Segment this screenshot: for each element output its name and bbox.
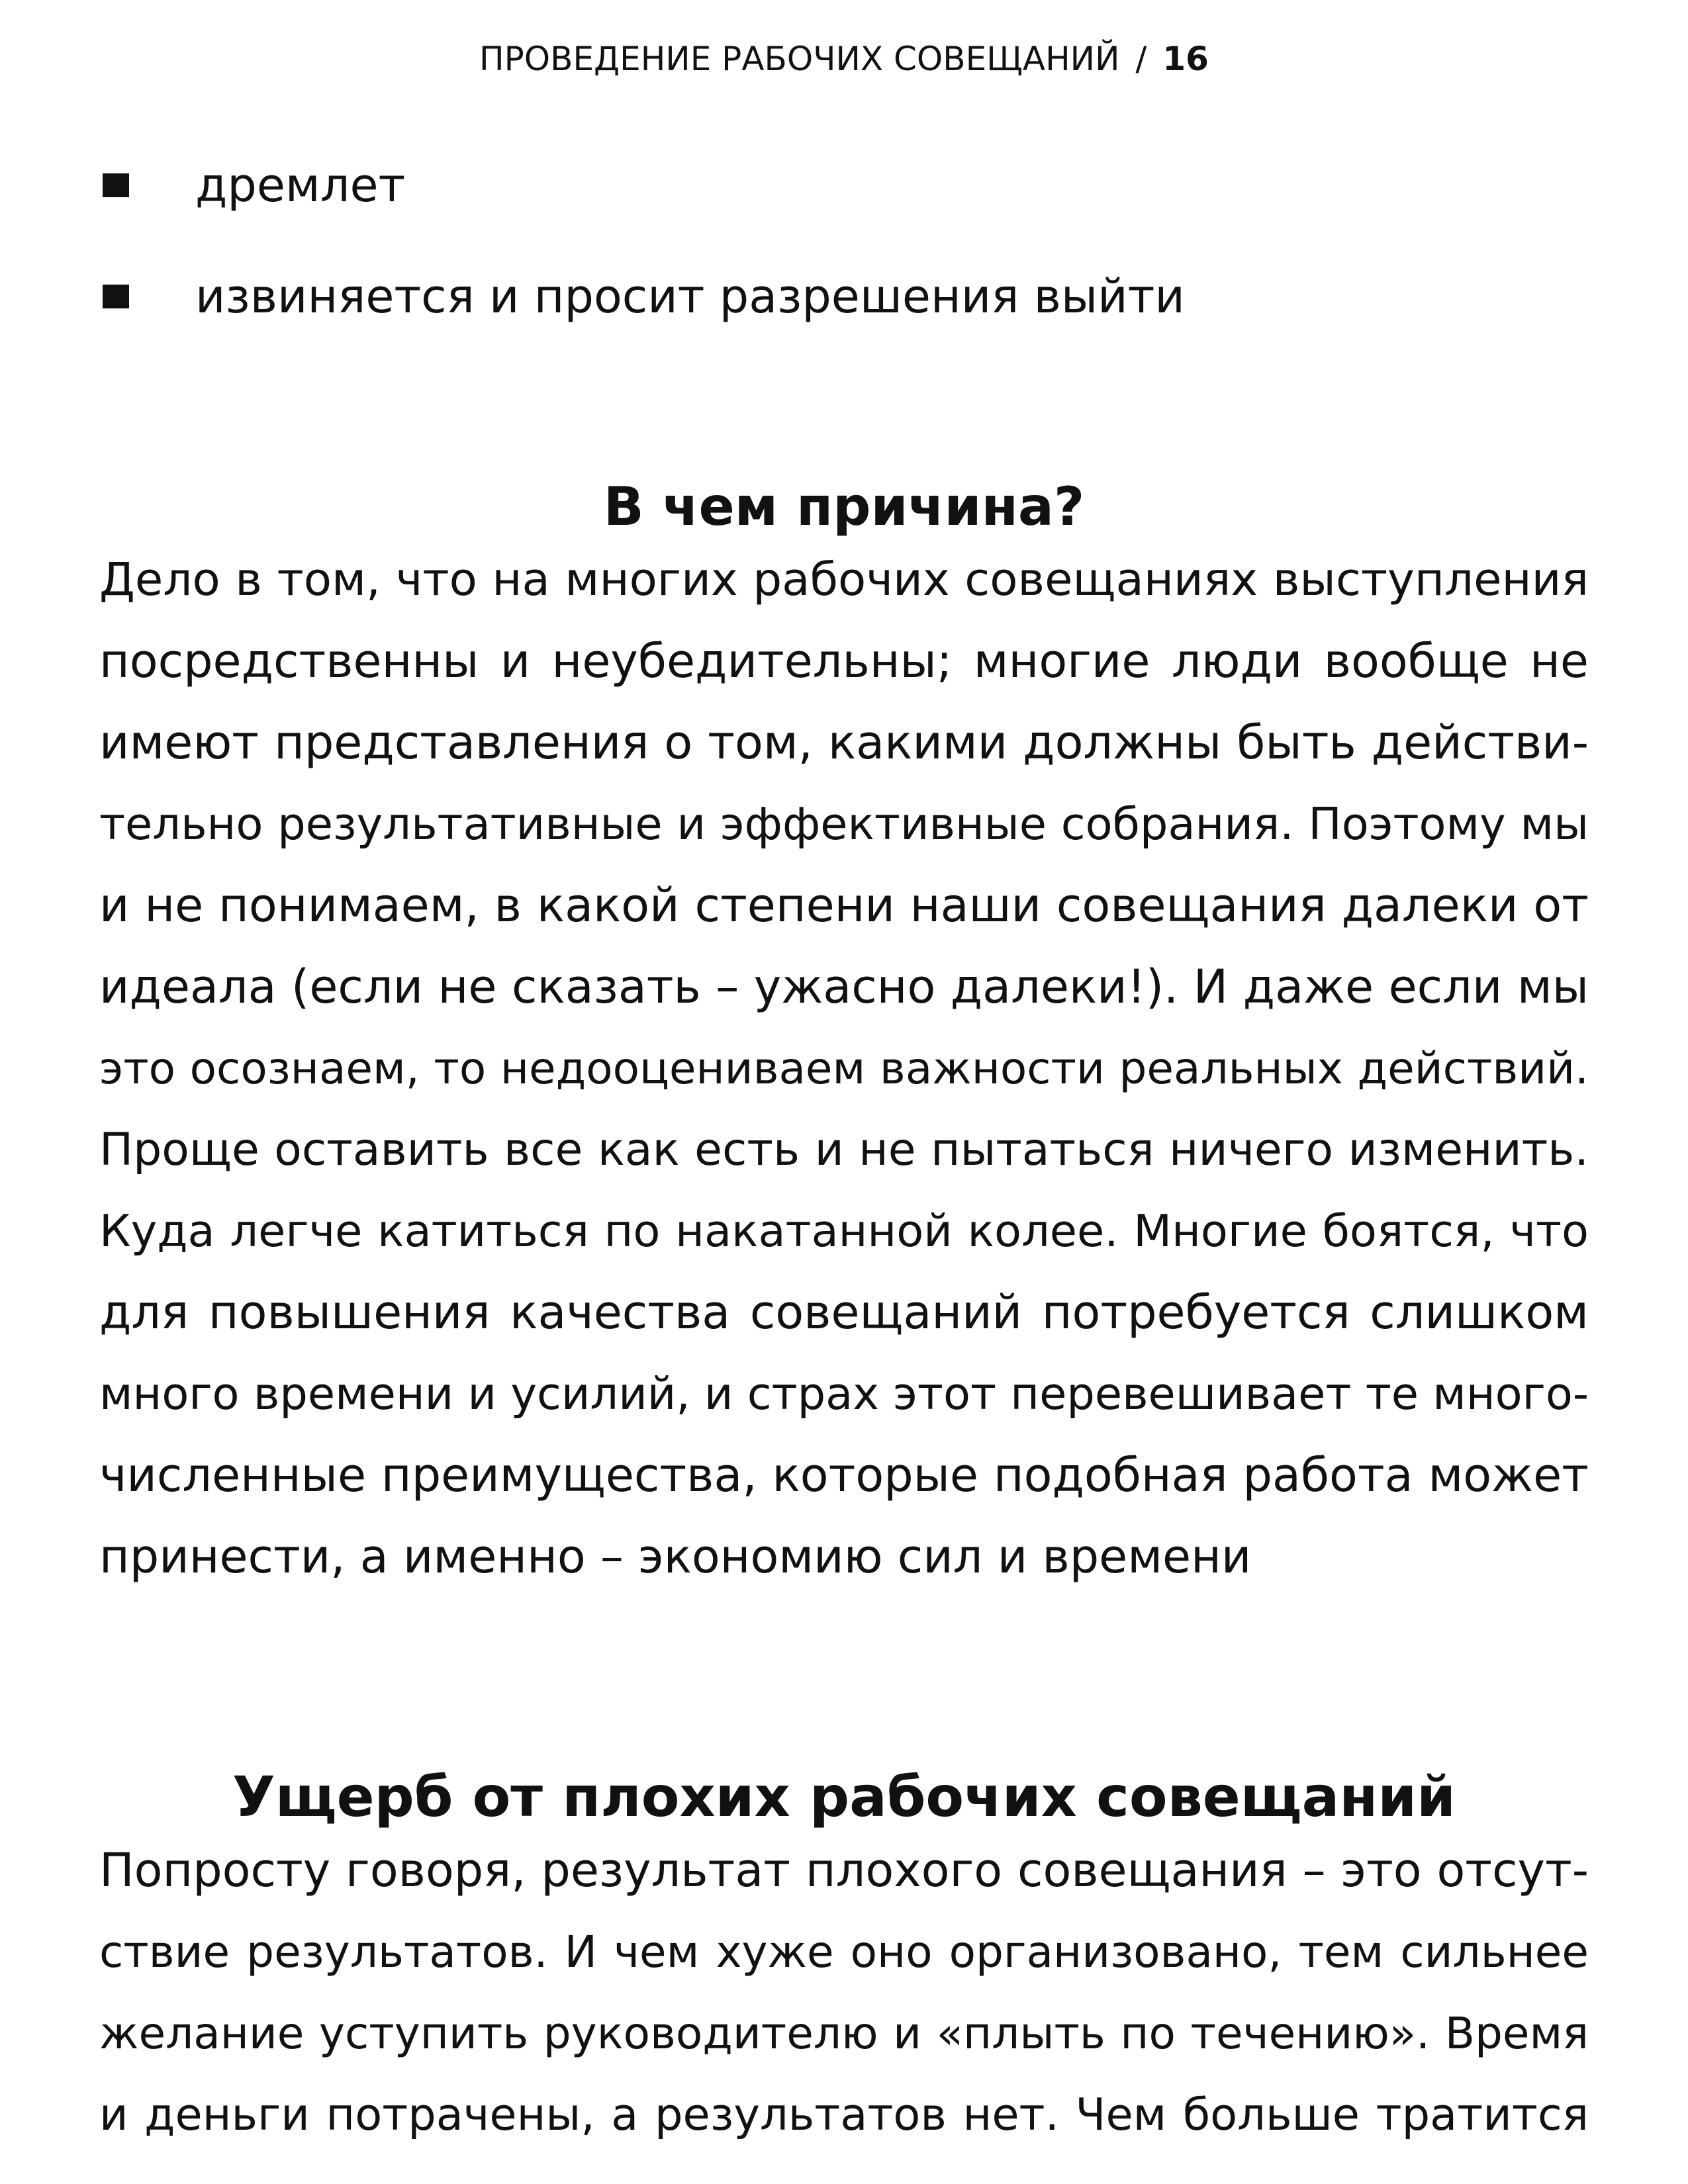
paragraph-reason	[99, 539, 1589, 1598]
text-line: тельно результативные и эффективные собрания. Поэтому мы	[99, 798, 1589, 850]
list-item	[103, 263, 1592, 375]
text-line: много времени и усилий, и страх этот перевешивает те много-	[99, 1368, 1589, 1420]
bullet-list	[103, 152, 1592, 375]
header-separator: /	[1135, 40, 1147, 78]
running-header	[0, 40, 1688, 78]
text-line: Проще оставить все как есть и не пытаться ничего изменить.	[99, 1124, 1589, 1176]
text-line: Попросту говоря, результат плохого совещания – это отсут-	[99, 1843, 1589, 1897]
text-line: численные преимущества, которые подобная работа может	[99, 1448, 1589, 1502]
text-line: и деньги потрачены, а результатов нет. Чем больше тратится	[99, 2089, 1589, 2140]
text-line: Куда легче катиться по накатанной колее. Многие боятся, что	[99, 1205, 1589, 1257]
running-title: ПРОВЕДЕНИЕ РАБОЧИХ СОВЕЩАНИЙ	[479, 40, 1120, 78]
text-line: Дело в том, что на многих рабочих совещаниях выступления	[99, 553, 1589, 606]
section-heading-reason: В чем причина?	[603, 476, 1085, 538]
text-line: и не понимаем, в какой степени наши совещания далеки от	[99, 878, 1589, 933]
section-heading-damage: Ущерб от плохих рабочих совещаний	[232, 1764, 1456, 1829]
text-line: идеала (если не сказать – ужасно далеки!). И даже если мы	[99, 960, 1589, 1014]
text-line: посредственны и неубедительны; многие люди вообще не	[99, 634, 1589, 688]
square-bullet-icon	[103, 173, 129, 197]
text-line: принести, а именно – экономию сил и времени	[99, 1529, 1252, 1584]
page-number: 16	[1162, 40, 1209, 78]
list-item-text: дремлет	[195, 158, 406, 212]
text-line: это осознаем, то недооцениваем важности реальных действий.	[99, 1043, 1589, 1094]
list-item-text: извиняется и просит разрешения выйти	[195, 269, 1185, 324]
text-line: желание уступить руководителю и «плыть по течению». Время	[99, 2008, 1589, 2059]
text-line: имеют представления о том, какими должны быть действи-	[99, 715, 1589, 770]
text-line: ствие результатов. И чем хуже оно организовано, тем сильнее	[99, 1927, 1589, 1978]
paragraph-damage	[99, 1830, 1589, 2156]
list-item	[103, 152, 1592, 263]
square-bullet-icon	[103, 285, 129, 308]
text-line: для повышения качества совещаний потребуется слишком	[99, 1285, 1589, 1340]
